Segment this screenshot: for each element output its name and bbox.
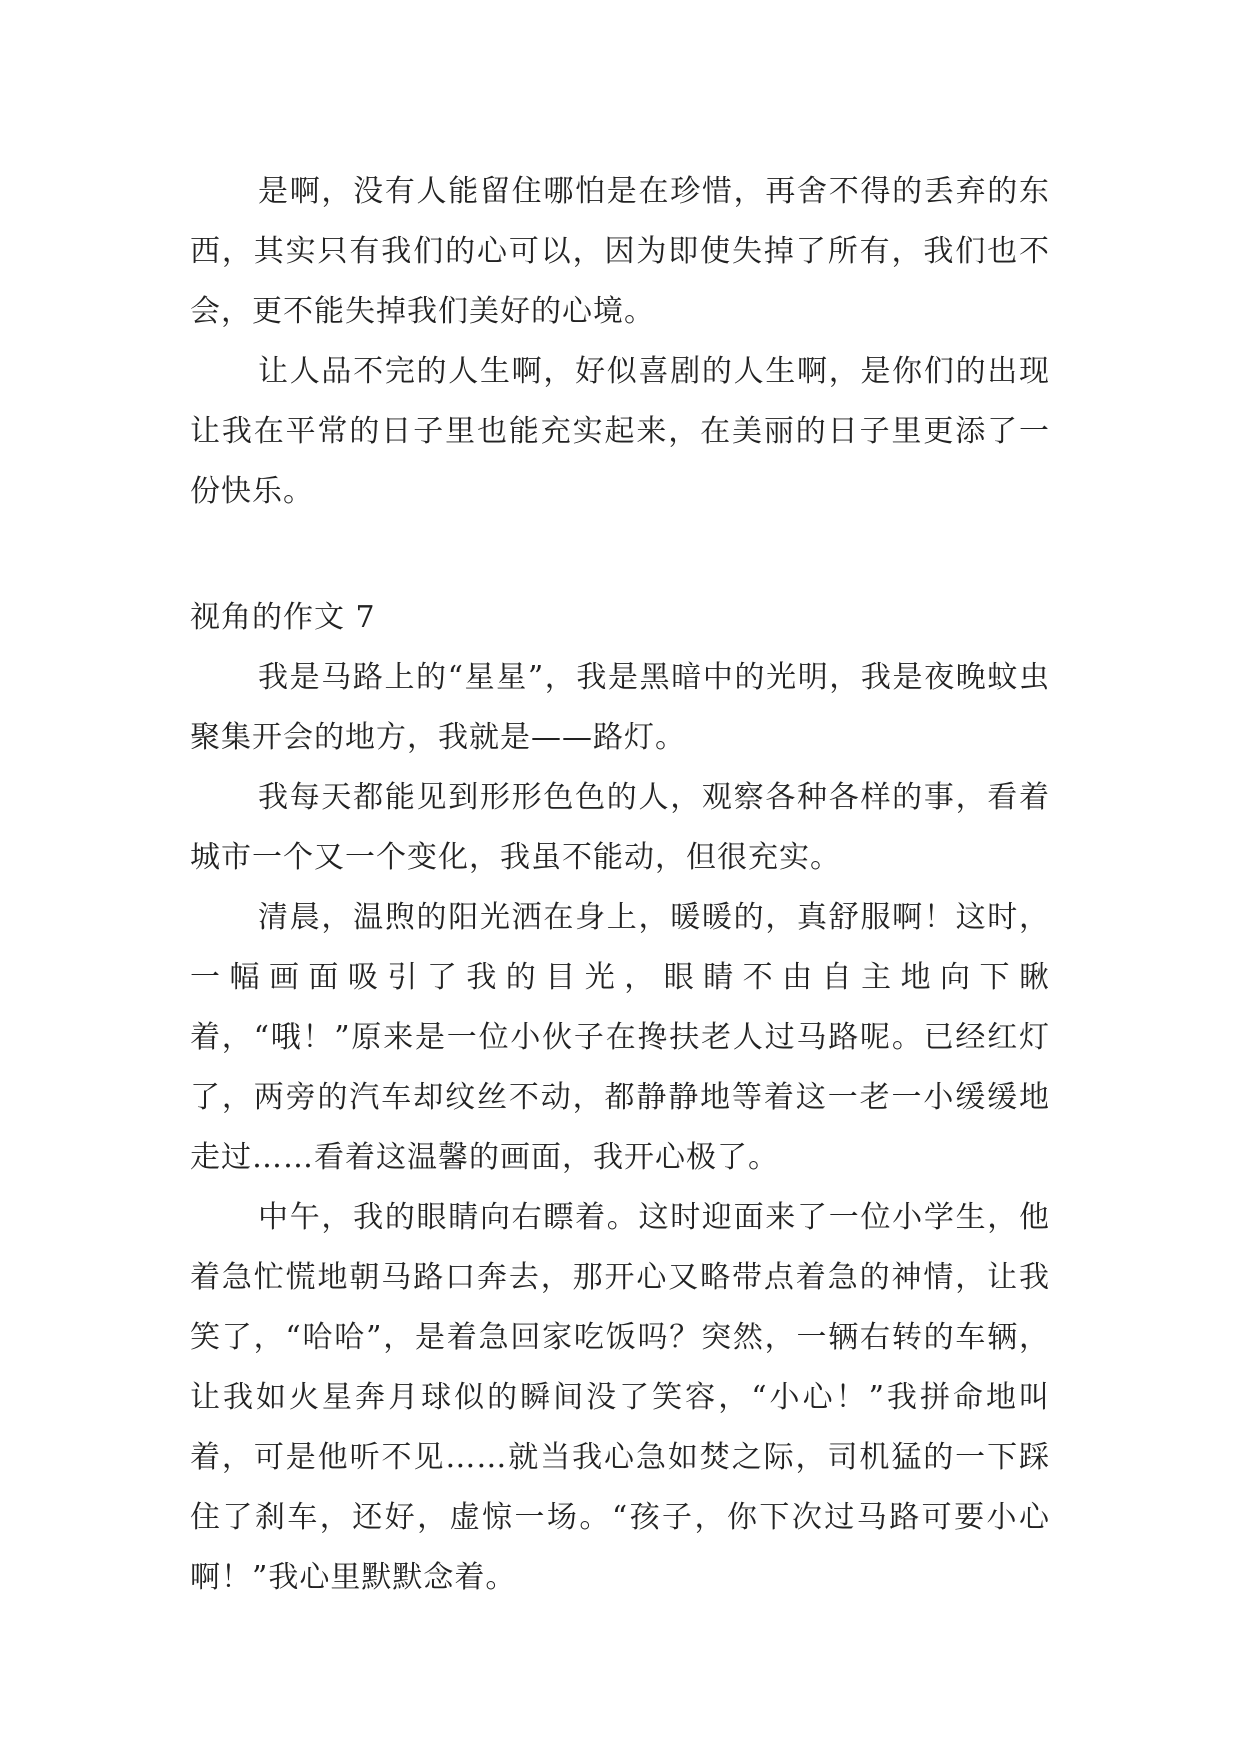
paragraph: 中午，我的眼睛向右瞟着。这时迎面来了一位小学生，他着急忙慌地朝马路口奔去，那开心又略带点着急的神情，让我笑了，“哈哈”，是着急回家吃饭吗？突然，一辆右转的车辆，让我如火星奔月球似的瞬间没了笑容，“小心！”我拼命地叫着，可是他听不见……就当我心急如焚之际，司机猛的一下踩住了刹车，还好，虚惊一场。“孩子，你下次过马路可要小心啊！”我心里默默念着。 — [190, 1200, 1050, 1595]
paragraph: 是啊，没有人能留住哪怕是在珍惜，再舍不得的丢弃的东西，其实只有我们的心可以，因为即使失掉了所有，我们也不会，更不能失掉我们美好的心境。 — [190, 174, 1050, 329]
paragraph: 我是马路上的“星星”，我是黑暗中的光明，我是夜晚蚊虫聚集开会的地方，我就是——路灯。 — [190, 660, 1050, 755]
document-body — [190, 162, 1050, 1608]
paragraph: 清晨，温煦的阳光洒在身上，暖暖的，真舒服啊！这时，一幅画面吸引了我的目光，眼睛不由自主地向下瞅着，“哦！”原来是一位小伙子在搀扶老人过马路呢。已经红灯了，两旁的汽车却纹丝不动，都静静地等着这一老一小缓缓地走过……看着这温馨的画面，我开心极了。 — [190, 900, 1050, 1175]
paragraph: 让人品不完的人生啊，好似喜剧的人生啊，是你们的出现让我在平常的日子里也能充实起来，在美丽的日子里更添了一份快乐。 — [190, 354, 1050, 509]
paragraph: 我每天都能见到形形色色的人，观察各种各样的事，看着城市一个又一个变化，我虽不能动，但很充实。 — [190, 780, 1050, 875]
section-heading: 视角的作文 7 — [190, 600, 376, 635]
